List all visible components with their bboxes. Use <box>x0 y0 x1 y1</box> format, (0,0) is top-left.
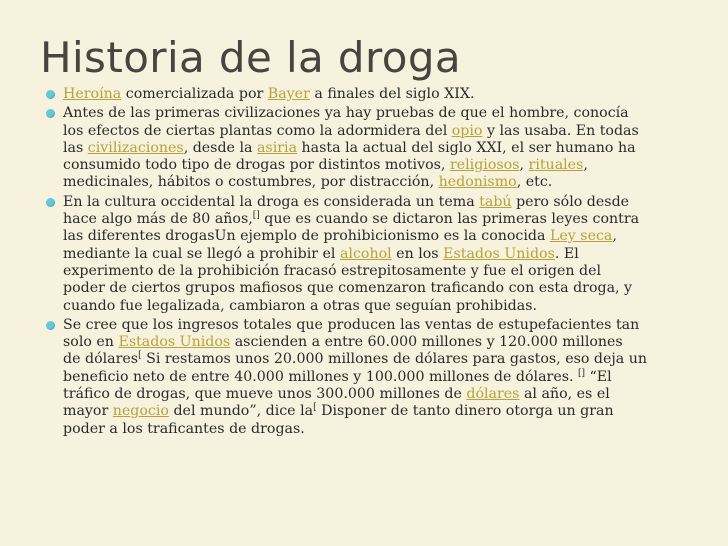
bullet-dot-icon <box>46 109 55 118</box>
inline-link[interactable]: asiria <box>256 139 298 156</box>
bullet-line <box>63 421 692 438</box>
text-run: hace algo más de 80 años, <box>63 211 253 228</box>
text-run: solo en <box>63 334 119 351</box>
text-run: , <box>519 157 529 174</box>
text-run: experimento de la prohibición fracasó estrepitosamente y fue el origen del <box>63 262 602 279</box>
text-run: Disponer de tanto dinero otorga un gran <box>316 403 614 420</box>
bullet-line <box>63 157 692 174</box>
text-run: del mundo”, dice la <box>168 403 314 420</box>
text-run: las <box>63 139 88 156</box>
text-run: mayor <box>63 403 113 420</box>
bullet-item <box>46 86 692 103</box>
footnote-marker[interactable]: [ <box>313 402 317 413</box>
bullet-dot-icon <box>46 321 55 330</box>
text-run: de dólares <box>63 351 139 368</box>
footnote-marker[interactable]: [] <box>578 368 586 379</box>
bullet-line <box>63 334 692 351</box>
inline-link[interactable]: Estados Unidos <box>118 334 231 351</box>
text-run: en los <box>391 245 444 262</box>
footnote-marker[interactable]: [ <box>138 350 142 361</box>
bullet-line <box>63 351 692 368</box>
text-run: hasta la actual del siglo XXI, el ser humano ha <box>297 139 636 156</box>
bullet-line <box>63 298 692 315</box>
slide-title: Historia de la droga <box>40 33 462 82</box>
inline-link[interactable]: alcohol <box>339 245 392 262</box>
text-run: consumido todo tipo de drogas por distintos motivos, <box>63 157 450 174</box>
bullet-list <box>46 86 692 440</box>
inline-link[interactable]: Estados Unidos <box>443 245 555 262</box>
bullet-dot-icon <box>46 90 55 99</box>
bullet-line <box>63 194 692 211</box>
text-run: a finales del siglo XIX. <box>309 86 475 102</box>
inline-link[interactable]: civilizaciones <box>87 139 184 156</box>
text-run: En la cultura occidental la droga es considerada un tema <box>63 193 480 210</box>
bullet-line <box>63 123 692 140</box>
bullet-line <box>63 280 692 297</box>
bullet-item <box>46 105 692 191</box>
bullet-line <box>63 140 692 157</box>
text-run: poder de ciertos grupos mafiosos que comenzaron traficando con esta droga, y <box>63 280 633 297</box>
text-run: comercializada por <box>121 86 268 102</box>
inline-link[interactable]: rituales <box>528 157 584 174</box>
bullet-line <box>63 403 692 420</box>
text-run: medicinales, hábitos o costumbres, por distracción, <box>63 174 439 191</box>
text-run: . El <box>554 245 579 262</box>
text-run: Si restamos unos 20.000 millones de dólares para gastos, eso deja un <box>141 351 648 368</box>
text-run: “El <box>585 368 612 385</box>
bullet-item <box>46 317 692 438</box>
bullet-line <box>63 228 692 245</box>
bullet-line <box>63 386 692 403</box>
inline-link[interactable]: dólares <box>466 386 520 403</box>
inline-link[interactable]: tabú <box>479 193 512 210</box>
text-run: y las usaba. En todas <box>482 122 639 139</box>
text-run: beneficio neto de entre 40.000 millones y 100.000 millones de dólares. <box>63 368 579 385</box>
text-run: ascienden a entre 60.000 millones y 120.000 millones <box>230 334 623 351</box>
text-run: Antes de las primeras civilizaciones ya hay pruebas de que el hombre, conocía <box>63 105 629 122</box>
text-run: mediante la cual se llegó a prohibir el <box>63 245 340 262</box>
text-run: , <box>583 157 588 174</box>
text-run: que es cuando se dictaron las primeras leyes contra <box>259 211 640 228</box>
text-run: los efectos de ciertas plantas como la adormidera del <box>63 122 452 139</box>
text-run: las diferentes drogasUn ejemplo de prohibicionismo es la conocida <box>63 228 550 245</box>
bullet-item <box>46 194 692 315</box>
text-run: pero sólo desde <box>511 193 630 210</box>
text-run: , desde la <box>183 139 257 156</box>
text-run: , <box>612 228 617 245</box>
inline-link[interactable]: Ley seca <box>549 228 613 245</box>
text-run: Se cree que los ingresos totales que producen las ventas de estupefacientes tan <box>63 316 640 333</box>
bullet-line <box>63 86 692 103</box>
footnote-marker[interactable]: [] <box>252 210 260 221</box>
inline-link[interactable]: Bayer <box>267 86 310 102</box>
bullet-line <box>63 246 692 263</box>
bullet-line <box>63 317 692 334</box>
text-run: cuando fue legalizada, cambiaron a otras que seguían prohibidas. <box>63 297 537 314</box>
text-run: tráfico de drogas, que mueve unos 300.000 millones de <box>63 386 467 403</box>
text-run: al año, es el <box>519 386 610 403</box>
inline-link[interactable]: opio <box>451 122 483 139</box>
bullet-line <box>63 105 692 122</box>
bullet-line <box>63 174 692 191</box>
bullet-line <box>63 263 692 280</box>
inline-link[interactable]: religiosos <box>449 157 520 174</box>
bullet-dot-icon <box>46 198 55 207</box>
bullet-line <box>63 369 692 386</box>
text-run: , etc. <box>516 174 553 191</box>
text-run: poder a los traficantes de drogas. <box>63 420 305 437</box>
inline-link[interactable]: Heroína <box>63 86 122 102</box>
bullet-line <box>63 211 692 228</box>
inline-link[interactable]: hedonismo <box>438 174 517 191</box>
inline-link[interactable]: negocio <box>112 403 169 420</box>
